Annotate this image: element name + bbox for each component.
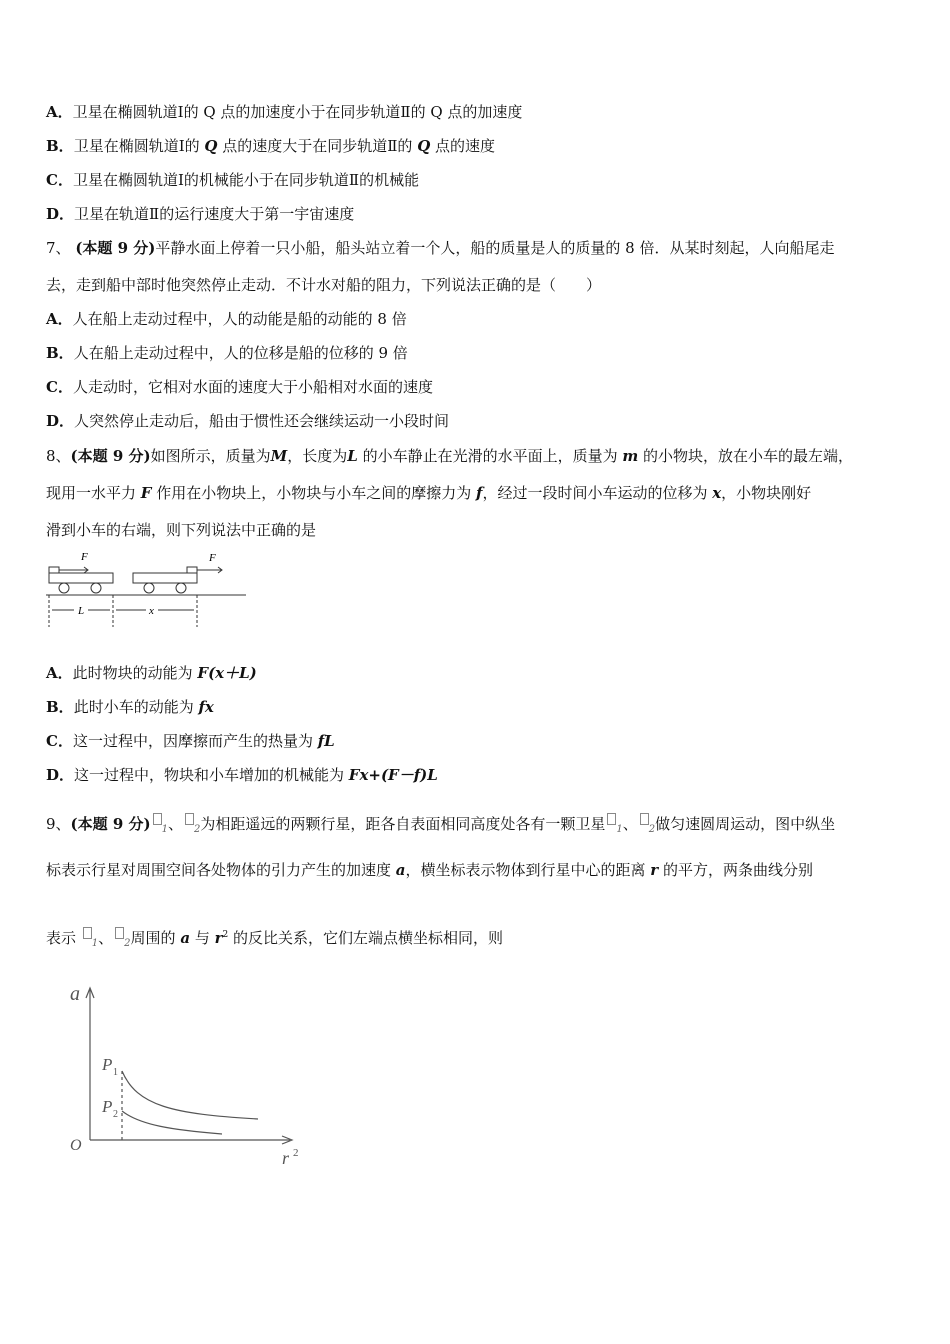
x-axis-sup: 2 — [293, 1147, 299, 1159]
x-axis-label: r — [282, 1148, 290, 1168]
missing-glyph-icon — [83, 927, 92, 939]
q7-option-c: C．人走动时，它相对水面的速度大于小船相对水面的速度 — [46, 378, 433, 396]
force-label-right: F — [209, 552, 216, 564]
missing-glyph-icon — [640, 813, 649, 825]
p1-label: P — [102, 1055, 113, 1074]
q6-option-a: A．卫星在椭圆轨道Ⅰ的 Q 点的加速度小于在同步轨道Ⅱ的 Q 点的加速度 — [46, 103, 523, 121]
curve-p1 — [122, 1071, 258, 1119]
q6-option-d: D．卫星在轨道Ⅱ的运行速度大于第一宇宙速度 — [46, 205, 355, 223]
p2-sub: 2 — [113, 1109, 118, 1120]
wheel-icon — [176, 583, 186, 593]
wheel-icon — [91, 583, 101, 593]
q8-option-d: D．这一过程中，物块和小车增加的机械能为 Fx+(F－f)L — [46, 766, 438, 784]
q6-option-b: B．卫星在椭圆轨道Ⅰ的 Q 点的速度大于在同步轨道Ⅱ的 Q 点的速度 — [46, 137, 496, 155]
q8-stem-line-2: 现用一水平力 F 作用在小物块上，小物块与小车之间的摩擦力为 f，经过一段时间小车运动的位移为 x，小物块刚好 — [46, 484, 812, 502]
origin-label: O — [70, 1137, 82, 1154]
force-label-left: F — [81, 551, 88, 563]
cart-left — [49, 573, 113, 583]
q7-option-a: A．人在船上走动过程中，人的动能是船的动能的 8 倍 — [46, 310, 407, 328]
p2-label: P — [102, 1097, 113, 1116]
q8-option-c: C．这一过程中，因摩擦而产生的热量为 fL — [46, 732, 335, 750]
q7-option-d: D．人突然停止走动后，船由于惯性还会继续运动一小段时间 — [46, 412, 450, 430]
q7-option-b: B．人在船上走动过程中，人的位移是船的位移的 9 倍 — [46, 344, 408, 362]
y-axis-label: a — [70, 983, 80, 1005]
q9-stem-line-2: 标表示行星对周围空间各处物体的引力产生的加速度 a，横坐标表示物体到行星中心的距离 r 的平方，两条曲线分别 — [46, 861, 813, 879]
q7-stem-line-1: 7、 (本题 9 分)平静水面上停着一只小船，船头站立着一个人，船的质量是人的质量的 8 倍．从某时刻起，人向船尾走 — [46, 239, 835, 257]
block-right — [187, 567, 197, 573]
dim-label-x: x — [149, 605, 154, 617]
q8-stem-line-3: 滑到小车的右端，则下列说法中正确的是 — [46, 521, 317, 539]
q8-option-b: B．此时小车的动能为 fx — [46, 698, 214, 716]
q8-cart-diagram — [46, 549, 248, 629]
q7-stem-line-2: 去，走到船中部时他突然停止走动．不计水对船的阻力，下列说法正确的是（ ） — [46, 276, 602, 294]
cart-right — [133, 573, 197, 583]
dim-label-L: L — [78, 605, 85, 617]
missing-glyph-icon — [115, 927, 124, 939]
p1-sub: 1 — [113, 1067, 118, 1078]
missing-glyph-icon — [185, 813, 194, 825]
wheel-icon — [59, 583, 69, 593]
q8-stem-line-1: 8、(本题 9 分)如图所示，质量为M，长度为L 的小车静止在光滑的水平面上，质量为 m 的小物块，放在小车的最左端， — [46, 447, 854, 465]
wheel-icon — [144, 583, 154, 593]
q9-graph — [62, 978, 312, 1170]
q9-stem-line-3: 表示 $_1$、 $_2$周围的 a 与 $r^2$ 的反比关系，它们左端点横坐标相同，则 — [46, 929, 504, 949]
q6-option-c: C．卫星在椭圆轨道Ⅰ的机械能小于在同步轨道Ⅱ的机械能 — [46, 171, 420, 189]
q8-option-a: A．此时物块的动能为 F(x＋L) — [46, 664, 257, 682]
q9-stem-line-1: 9、(本题 9 分) $_1$、 $_2$为相距遥远的两颗行星，距各自表面相同高度处各有一颗卫星 $_1$、 $_2$做匀速圆周运动，图中纵坐 — [46, 815, 836, 835]
missing-glyph-icon — [153, 813, 162, 825]
block-left — [49, 567, 59, 573]
